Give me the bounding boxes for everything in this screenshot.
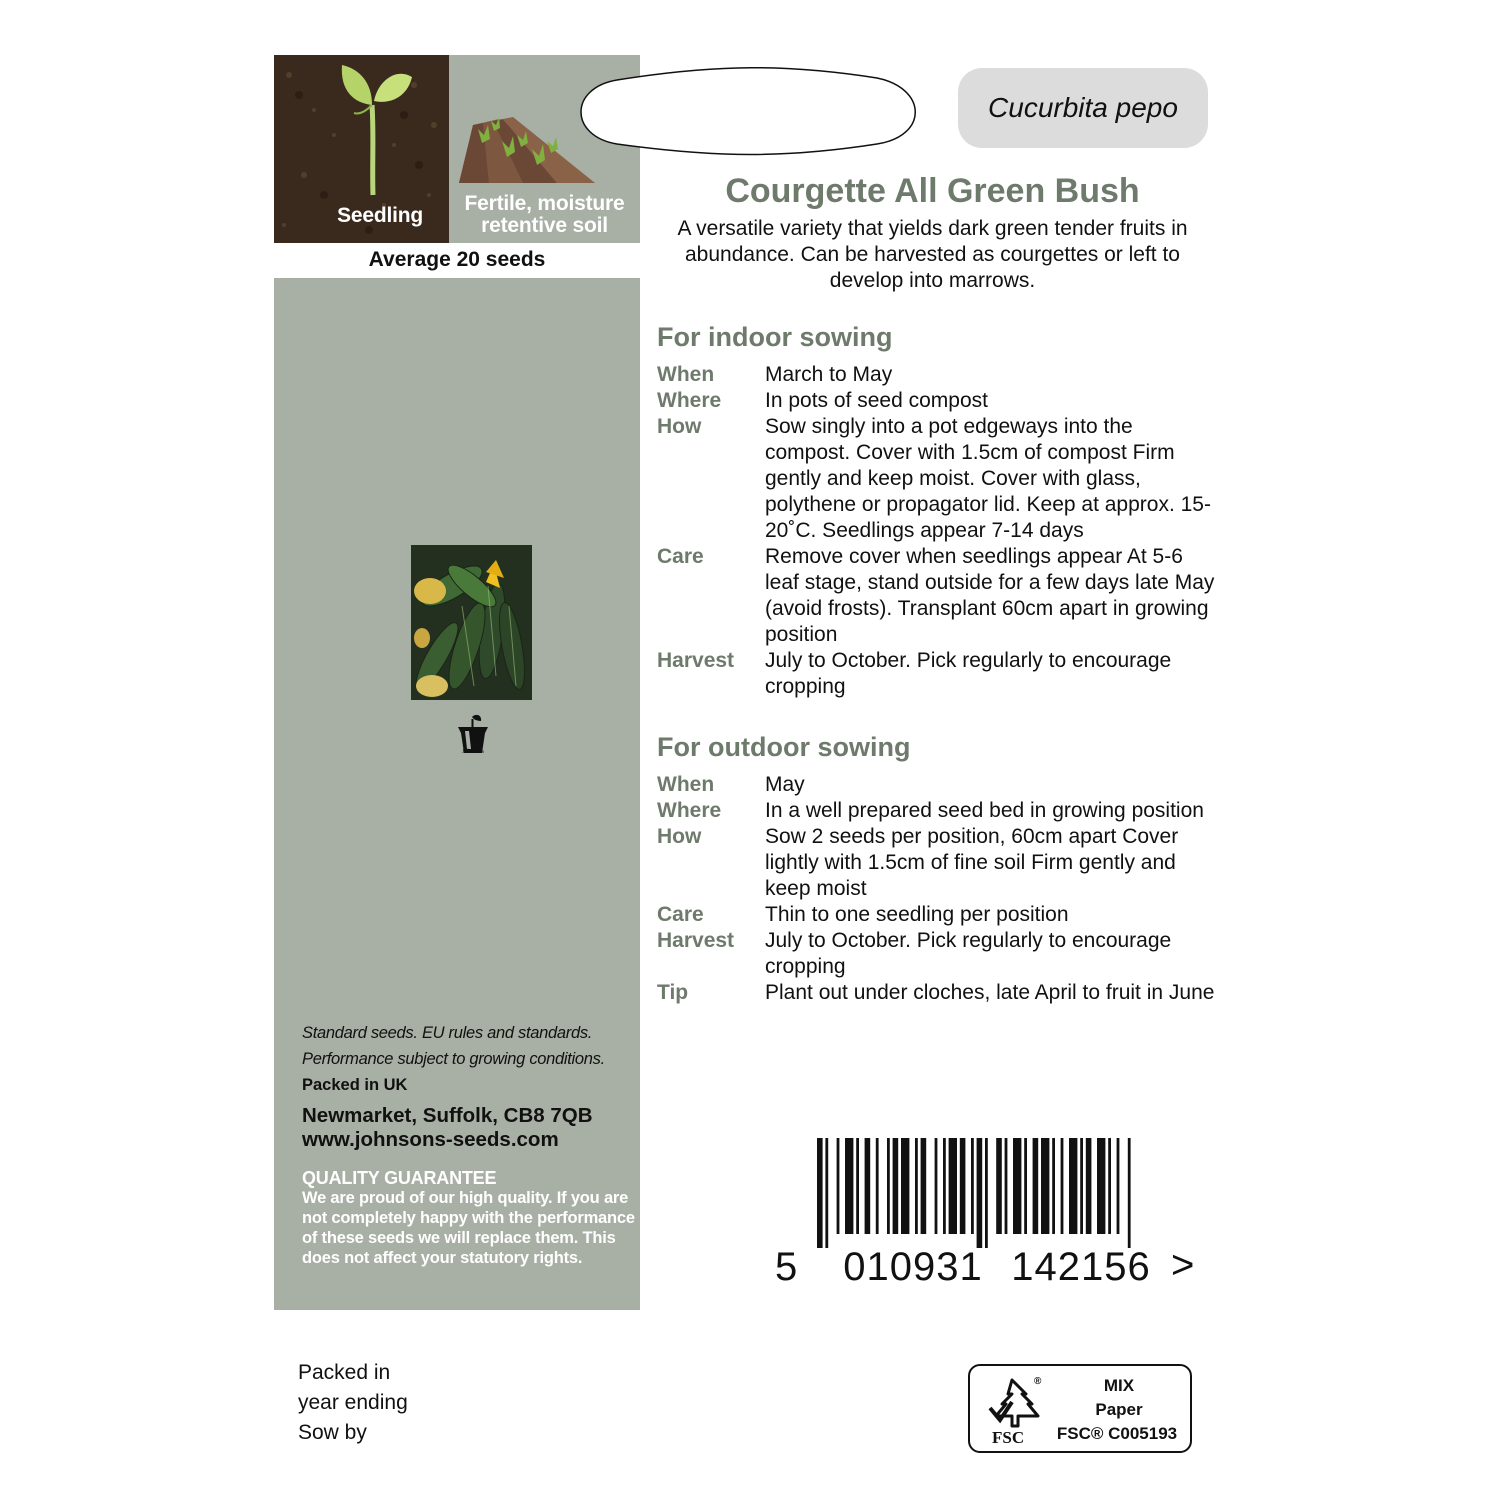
barcode-bar xyxy=(876,1138,879,1234)
legal-line-standards: Standard seeds. EU rules and standards. xyxy=(302,1024,593,1042)
barcode-bar xyxy=(960,1138,966,1234)
soil-label xyxy=(449,193,640,237)
barcode-bar xyxy=(1069,1138,1077,1234)
seedling-label: Seedling xyxy=(337,204,423,227)
instruction-label: How xyxy=(657,415,702,438)
soil-label-line1: Fertile, moisture xyxy=(464,192,625,215)
product-photo xyxy=(411,545,532,700)
fsc-registered-mark: ® xyxy=(1034,1376,1042,1387)
legal-text xyxy=(302,1020,638,1098)
barcode-bar xyxy=(1005,1138,1008,1234)
barcode-bar xyxy=(845,1138,853,1234)
fsc-code: FSC® C005193 xyxy=(1056,1424,1178,1443)
barcode-bar xyxy=(985,1138,988,1248)
barcode-bar xyxy=(935,1138,938,1234)
instruction-row xyxy=(657,362,1217,388)
instruction-row xyxy=(657,648,1217,700)
instruction-text: Thin to one seedling per position xyxy=(765,903,1069,926)
barcode-bars xyxy=(815,1138,1177,1248)
seed-count: Average 20 seeds xyxy=(368,248,546,271)
soil-label-line2: retentive soil xyxy=(481,214,608,237)
instruction-text: July to October. Pick regularly to encourage cropping xyxy=(765,929,1172,978)
year-ending-label: year ending xyxy=(298,1391,408,1414)
hang-hole-cutout xyxy=(577,66,923,156)
barcode-bar xyxy=(915,1138,918,1234)
courgette-photo xyxy=(412,546,531,699)
guarantee-text: We are proud of our high quality. If you are not completely happy with the performance of these seeds we will replace them. This does not affect your statutory rights. xyxy=(302,1189,635,1267)
barcode-bar xyxy=(825,1138,828,1248)
barcode-bar xyxy=(901,1138,909,1234)
indoor-sowing-heading: For indoor sowing xyxy=(657,322,893,352)
company-address xyxy=(302,1104,638,1152)
fsc-text xyxy=(1052,1374,1186,1446)
barcode-bar xyxy=(943,1138,946,1234)
instruction-row xyxy=(657,414,1217,544)
johnsons-logo-text: Johnsons xyxy=(461,749,484,755)
indoor-instructions xyxy=(657,362,1217,700)
instruction-label: When xyxy=(657,363,715,386)
barcode-bar xyxy=(949,1138,957,1234)
instruction-row xyxy=(657,772,1217,798)
instruction-row xyxy=(657,798,1217,824)
seed-count-band xyxy=(274,243,640,278)
barcode-bar xyxy=(971,1138,974,1234)
instruction-text: Remove cover when seedlings appear At 5-6 leaf stage, stand outside for a few days late May (avoid frosts). Transplant 60cm apart in growing position xyxy=(765,545,1215,646)
instruction-label: Where xyxy=(657,389,722,412)
barcode-bar xyxy=(837,1138,840,1234)
barcode-bar xyxy=(1086,1138,1092,1234)
seedling-icon-tile xyxy=(274,55,449,243)
outdoor-sowing-heading: For outdoor sowing xyxy=(657,732,911,762)
barcode-left-group: 010931 xyxy=(843,1245,983,1289)
instruction-text: Sow 2 seeds per position, 60cm apart Cover lightly with 1.5cm of fine soil Firm gently and keep moist xyxy=(765,825,1179,900)
instruction-label: When xyxy=(657,773,715,796)
product-title: Courgette All Green Bush xyxy=(725,172,1140,210)
instruction-text: July to October. Pick regularly to encourage cropping xyxy=(765,649,1172,698)
barcode-bar xyxy=(1117,1138,1120,1234)
barcode-bar xyxy=(1128,1138,1131,1248)
instruction-text: March to May xyxy=(765,363,893,386)
instruction-text: In a well prepared seed bed in growing position xyxy=(765,799,1204,822)
instruction-row xyxy=(657,388,1217,414)
website-link[interactable]: www.johnsons-seeds.com xyxy=(302,1128,559,1151)
quality-guarantee xyxy=(302,1168,638,1268)
barcode-bar xyxy=(1013,1138,1021,1234)
barcode-bar xyxy=(817,1138,823,1248)
barcode-bar xyxy=(856,1138,859,1234)
barcode-bar xyxy=(1052,1138,1055,1234)
fsc-certification xyxy=(968,1364,1192,1453)
barcode-bar xyxy=(865,1138,871,1234)
barcode-bar xyxy=(1033,1138,1039,1234)
instruction-label: Care xyxy=(657,903,704,926)
instruction-label: Tip xyxy=(657,981,689,1004)
barcode-bar xyxy=(1108,1138,1111,1234)
instruction-label: Care xyxy=(657,545,704,568)
instruction-text: Sow singly into a pot edgeways into the compost. Cover with 1.5cm of compost Firm gently and keep moist. Cover with glass, polythene or propagator lid. Keep at approx. 15-20˚C. Seedlings appear 7-14 days xyxy=(765,415,1211,542)
instruction-label: Where xyxy=(657,799,722,822)
barcode-bar xyxy=(1080,1138,1083,1234)
barcode-end-mark: > xyxy=(1171,1243,1195,1287)
outdoor-instructions xyxy=(657,772,1217,1006)
instruction-row xyxy=(657,544,1217,648)
instruction-label: How xyxy=(657,825,702,848)
barcode-bar xyxy=(887,1138,890,1234)
barcode-bar xyxy=(921,1138,927,1234)
instruction-label: Harvest xyxy=(657,929,735,952)
product-description: A versatile variety that yields dark green tender fruits in abundance. Can be harvested as courgettes or left to develop into marrows. xyxy=(677,217,1188,292)
instruction-text: In pots of seed compost xyxy=(765,389,988,412)
instruction-text: Plant out under cloches, late April to fruit in June xyxy=(765,981,1215,1004)
instruction-row xyxy=(657,980,1217,1006)
fsc-logo-text: FSC xyxy=(992,1428,1025,1447)
barcode-bar xyxy=(977,1138,983,1248)
barcode-bar xyxy=(1097,1138,1105,1234)
barcode-bar xyxy=(893,1138,899,1234)
barcode-bar xyxy=(1041,1138,1049,1234)
packed-dates xyxy=(298,1358,408,1448)
barcode-right-group: 142156 xyxy=(1011,1245,1151,1289)
legal-line-performance: Performance subject to growing conditions. xyxy=(302,1050,605,1068)
guarantee-title: QUALITY GUARANTEE xyxy=(302,1168,497,1188)
instruction-row xyxy=(657,824,1217,902)
fsc-mix: MIX xyxy=(1103,1376,1135,1395)
packed-in-label: Packed in xyxy=(298,1361,391,1384)
barcode xyxy=(775,1138,1195,1289)
instruction-label: Harvest xyxy=(657,649,735,672)
instruction-row xyxy=(657,902,1217,928)
fsc-paper: Paper xyxy=(1095,1400,1143,1419)
latin-name-badge: Cucurbita pepo xyxy=(958,68,1208,148)
barcode-bar xyxy=(996,1138,1002,1234)
legal-line-packed: Packed in UK xyxy=(302,1076,408,1094)
barcode-bar xyxy=(1024,1138,1027,1234)
sow-by-label: Sow by xyxy=(298,1421,367,1444)
barcode-bar xyxy=(1061,1138,1064,1234)
instruction-text: May xyxy=(765,773,805,796)
instruction-row xyxy=(657,928,1217,980)
johnsons-logo xyxy=(456,713,490,761)
barcode-first-digit: 5 xyxy=(775,1245,798,1289)
hang-hole-outline xyxy=(577,66,923,156)
address-location: Newmarket, Suffolk, CB8 7QB xyxy=(302,1104,593,1127)
